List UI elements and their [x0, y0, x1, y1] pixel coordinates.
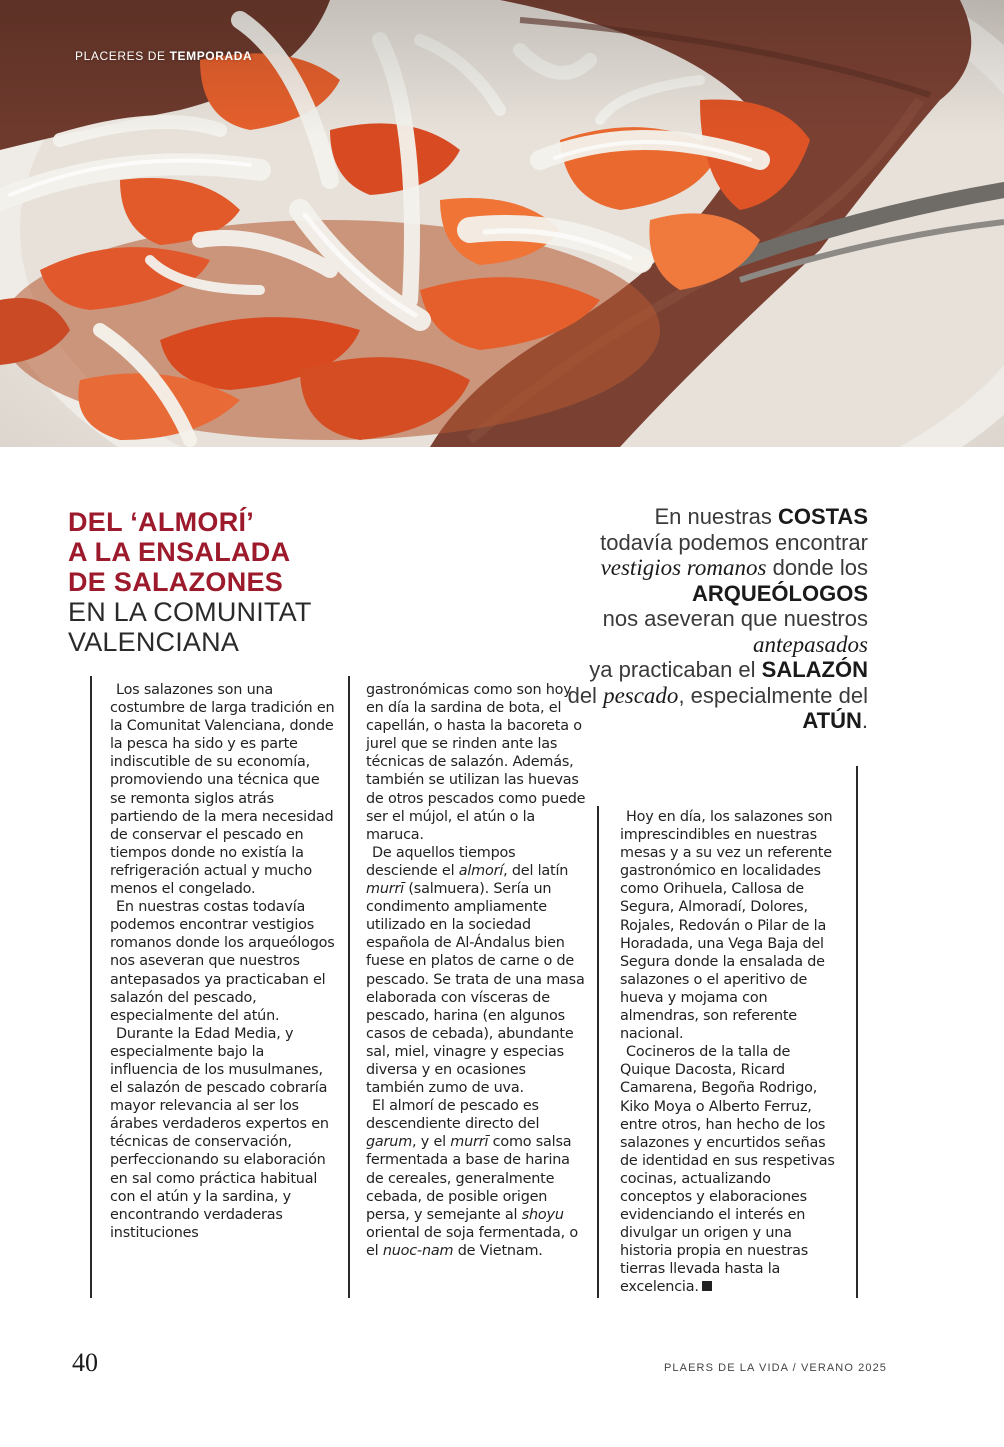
hero-photo — [0, 0, 1004, 447]
section-label-prefix: PLACERES DE — [75, 49, 170, 63]
pull-quote-text: donde los — [766, 555, 868, 580]
column-rule — [90, 676, 92, 1298]
publication-footer: PLAERS DE LA VIDA / VERANO 2025 — [664, 1362, 888, 1374]
paragraph-italic: murrī — [450, 1134, 489, 1151]
paragraph: En nuestras costas todavía podemos encontrar vestigios romanos donde los arqueólogos nos aseveran que nuestros antepasados ya practicaban el salazón del pescado, especialmente del atún. — [110, 899, 335, 1024]
article-column-2 — [366, 681, 586, 1260]
paragraph-italic: garum — [366, 1134, 413, 1151]
end-square-icon — [702, 1281, 712, 1291]
paragraph-italic: shoyu — [521, 1206, 564, 1223]
paragraph-text: , y el — [412, 1134, 451, 1151]
paragraph-text: Cocineros de la talla de Quique Dacosta, Ricard Camarena, Begoña Rodrigo, Kiko Moya o Alberto Ferruz, entre otros, han hecho de los salazones y encurtidos señas de identidad en sus respetivas cocinas, actualizando conceptos y elaboraciones evidenciando el interés en divulgar un origen y una historia propia en nuestras tierras llevada hasta la excelencia. — [620, 1044, 835, 1296]
headline — [68, 507, 368, 657]
article-column-3 — [620, 808, 840, 1297]
paragraph-text: de Vietnam. — [453, 1242, 543, 1259]
headline-line-2: A LA ENSALADA — [68, 537, 291, 567]
pull-quote-italic: antepasados — [753, 631, 868, 657]
paragraph-text: , del latín — [503, 862, 569, 879]
paragraph: gastronómicas como son hoy en día la sardina de bota, el capellán, o hasta la bacoreta o jurel que se rinden ante las técnicas de salazón. Además, también se utilizan las huevas de otros pescados como puede ser el mújol, el atún o la maruca. — [366, 682, 586, 843]
pull-quote-bold: ATÚN — [802, 708, 862, 733]
paragraph — [366, 1097, 586, 1260]
pull-quote-bold: SALAZÓN — [761, 657, 868, 682]
paragraph-italic: murrī — [366, 881, 404, 898]
paragraph: Los salazones son una costumbre de larga tradición en la Comunitat Valenciana, donde la pesca ha sido y es parte indiscutible de su economía, promoviendo una técnica que se remonta siglos atrás partiendo de la mera necesidad de conservar el pescado en tiempos donde no existía la refrigeración actual y mucho menos el congelado. — [110, 682, 335, 898]
column-rule — [856, 766, 858, 1298]
paragraph: Hoy en día, los salazones son imprescindibles en nuestras mesas y a su vez un referente gastronómico en localidades como Orihuela, Callosa de Segura, Almoradí, Dolores, Rojales, Redován o Pilar de la Horadada, una Vega Baja del Segura donde la ensalada de salazones o el aperitivo de hueva y mojama con almendras, son referente nacional. — [620, 809, 833, 1043]
pull-quote-text: En nuestras — [654, 504, 778, 529]
pull-quote-italic: vestigios romanos — [600, 555, 767, 580]
paragraph-italic: almorí — [458, 862, 504, 879]
pull-quote-text: . — [861, 708, 868, 733]
paragraph-text: oriental de soja fermentada, o el — [366, 1224, 578, 1259]
pull-quote — [560, 504, 868, 734]
pull-quote-text: del — [567, 682, 604, 708]
pull-quote-bold: ARQUEÓLOGOS — [691, 580, 868, 606]
paragraph: Durante la Edad Media, y especialmente bajo la influencia de los musulmanes, el salazón de pescado cobraría mayor relevancia al ser los árabes verdaderos expertos en técnicas de conservación, perfeccionando su elaboración en sal como práctica habitual con el atún y la sardina, y encontrando verdaderas instituciones — [110, 1025, 329, 1241]
article-column-1 — [110, 681, 335, 1242]
paragraph — [620, 1043, 840, 1296]
headline-line-4: EN LA COMUNITAT — [68, 597, 312, 627]
column-rule — [597, 806, 599, 1298]
paragraph-text: (salmuera). Sería un condimento ampliamente utilizado en la sociedad española de Al-Ándalus bien fuese en platos de carne o de pescado. Se trata de una masa elaborada con vísceras de pescado, harina (en algunos casos de cebada), abundante sal, miel, vinagre y especias diversa y en ocasiones también zumo de uva. — [366, 881, 585, 1097]
headline-line-3: DE SALAZONES — [68, 567, 284, 597]
section-label-bold: TEMPORADA — [169, 49, 253, 63]
headline-line-5: VALENCIANA — [68, 627, 240, 657]
paragraph-text: De aquellos tiempos desciende el — [366, 844, 516, 879]
salad-photo-icon — [0, 0, 1004, 447]
page-number: 40 — [72, 1348, 98, 1377]
pull-quote-italic: pescado — [603, 682, 679, 708]
pull-quote-text: , especialmente del — [678, 682, 868, 708]
paragraph-italic: nuoc-nam — [382, 1242, 454, 1259]
pull-quote-bold: COSTAS — [777, 504, 868, 529]
column-rule — [348, 676, 350, 1298]
pull-quote-text: ya practicaban el — [589, 657, 762, 682]
section-label — [75, 49, 252, 63]
paragraph — [366, 844, 586, 1097]
paragraph-text: como salsa fermentada a base de harina de cereales, generalmente cebada, de posible origen persa, y semejante al — [366, 1134, 572, 1223]
paragraph-text: El almorí de pescado es descendiente directo del — [366, 1098, 540, 1133]
pull-quote-text: todavía podemos encontrar — [600, 529, 868, 555]
pull-quote-text: nos aseveran que nuestros — [602, 606, 868, 631]
headline-line-1: DEL ‘ALMORÍ’ — [68, 507, 255, 537]
